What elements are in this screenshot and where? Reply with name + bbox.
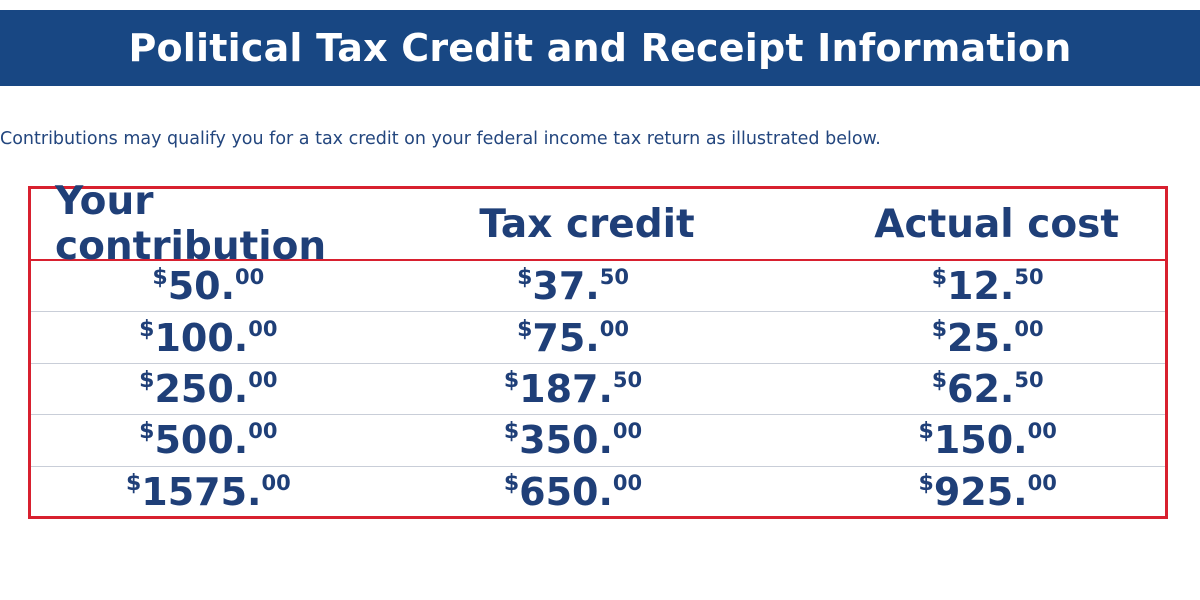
cents-value: 50 [599,265,629,290]
contribution-cell [31,418,396,462]
dollars-value: 37. [532,264,600,309]
title-banner [0,10,1200,86]
contribution-cell [31,316,396,360]
contribution-cell [31,264,396,308]
contribution-cell [31,367,396,411]
table-row [31,312,1165,363]
dollars-value: 1575. [141,470,262,515]
tax-credit-cell [396,264,751,308]
table-row [31,415,1165,466]
cents-value: 00 [612,419,643,444]
tax-credit-cell [396,470,751,514]
currency-symbol: $ [152,265,168,291]
cents-value: 00 [1027,471,1057,496]
currency-symbol: $ [931,265,948,291]
cents-value: 50 [1014,367,1044,392]
currency-symbol: $ [139,316,155,342]
intro-text: Contributions may qualify you for a tax credit on your federal income tax return as illustrated below. [0,129,881,149]
cents-value: 50 [612,367,643,392]
cents-value: 50 [1014,265,1044,290]
currency-symbol: $ [918,419,934,445]
header-your-contribution: Your contribution [55,179,327,269]
table-row [31,467,1165,518]
dollars-value: 150. [933,418,1028,463]
header-actual-cost: Actual cost [874,201,1120,247]
dollars-value: 500. [154,418,249,463]
dollars-value: 75. [532,315,600,360]
header-tax-credit: Tax credit [479,201,695,247]
page-title: Political Tax Credit and Receipt Information [128,26,1072,70]
currency-symbol: $ [918,471,934,497]
dollars-value: 100. [154,315,249,360]
dollars-value: 187. [519,366,613,411]
dollars-value: 25. [947,315,1015,360]
contribution-cell [31,470,396,514]
table-row [31,261,1165,312]
cents-value: 00 [235,265,265,290]
currency-symbol: $ [503,471,520,497]
cents-value: 00 [248,316,278,341]
dollars-value: 50. [167,264,236,309]
currency-symbol: $ [139,367,155,393]
table-header-row [31,179,1165,269]
cents-value: 00 [1027,419,1057,444]
tax-credit-table [28,179,1168,519]
dollars-value: 350. [519,418,613,463]
dollars-value: 650. [519,470,613,515]
cents-value: 00 [599,316,629,341]
currency-symbol: $ [139,419,155,445]
currency-symbol: $ [931,316,948,342]
actual-cost-cell [750,264,1165,308]
currency-symbol: $ [125,471,142,497]
tax-credit-cell [396,316,751,360]
cents-value: 00 [261,471,291,496]
tax-credit-cell [396,418,751,462]
cents-value: 00 [248,367,278,392]
dollars-value: 62. [947,366,1015,411]
dollars-value: 925. [933,470,1028,515]
currency-symbol: $ [503,367,520,393]
cents-value: 00 [612,471,643,496]
cents-value: 00 [1014,316,1044,341]
currency-symbol: $ [931,367,948,393]
actual-cost-cell [750,367,1165,411]
currency-symbol: $ [517,316,533,342]
actual-cost-cell [750,418,1165,462]
actual-cost-cell [750,316,1165,360]
cents-value: 00 [248,419,278,444]
actual-cost-cell [750,470,1165,514]
dollars-value: 12. [947,264,1015,309]
table-row [31,364,1165,415]
currency-symbol: $ [517,265,533,291]
dollars-value: 250. [154,366,249,411]
currency-symbol: $ [503,419,520,445]
tax-credit-cell [396,367,751,411]
